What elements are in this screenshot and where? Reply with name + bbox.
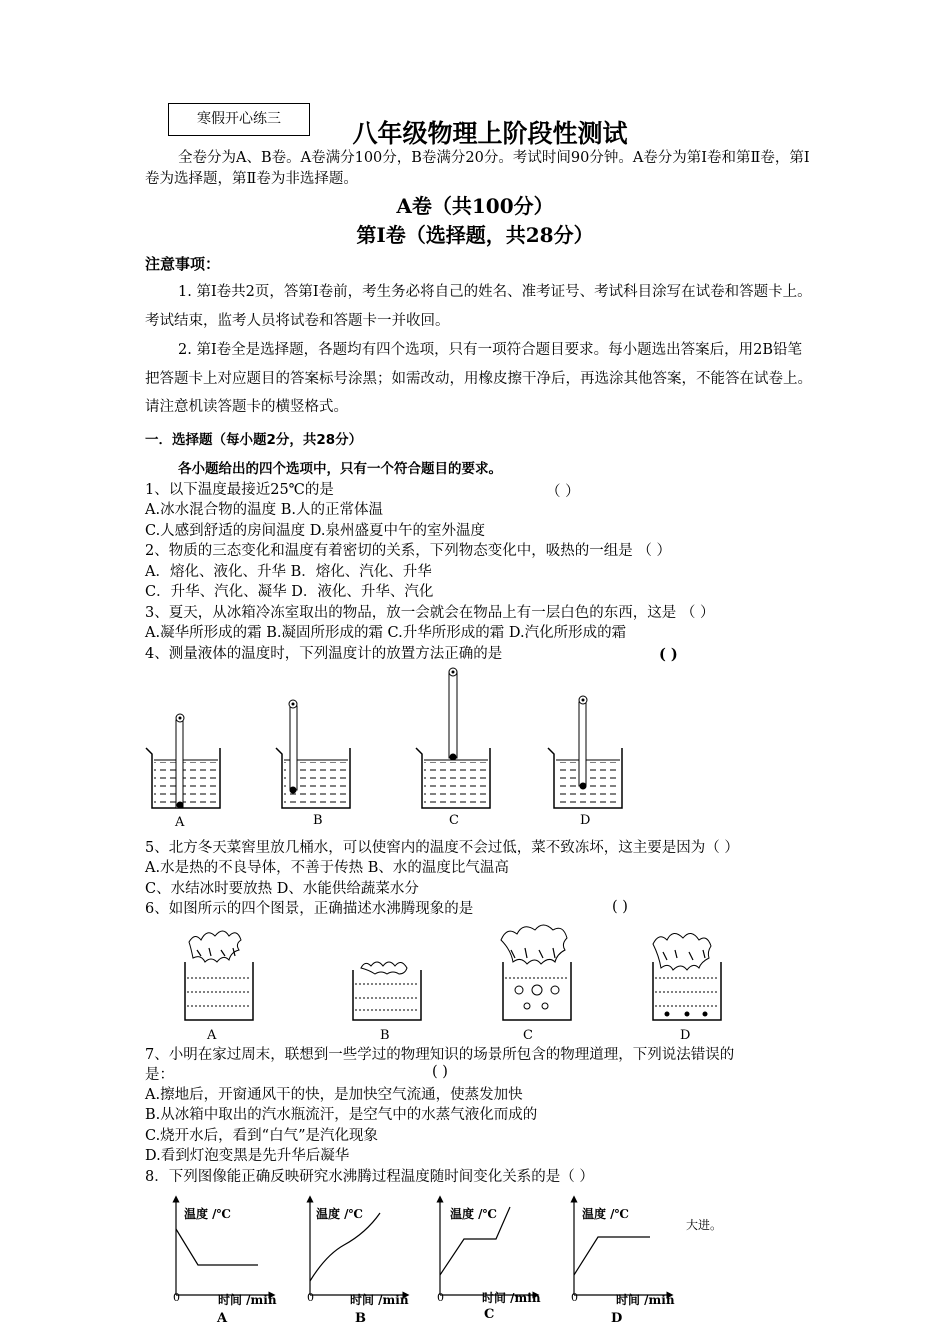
q4-label-a: A: [175, 815, 185, 830]
q7-stem: 7、小明在家过周末，联想到一些学过的物理知识的场景所包含的物理道理，下列说法错误的: [145, 1047, 735, 1063]
thermometer-figure: [140, 662, 640, 834]
q7-option-a: A.擦地后，开窗通风干的快，是加快空气流通，使蒸发加快: [145, 1087, 523, 1103]
graph-a-xlabel: 时间 /min: [218, 1293, 277, 1307]
q2-stem: 2、物质的三态变化和温度有着密切的关系，下列物态变化中，吸热的一组是 （ ）: [145, 543, 671, 559]
beaker-b: [276, 700, 350, 808]
graph-b-origin: 0: [307, 1291, 314, 1304]
q2-options-ab: A．熔化、液化、升华 B．熔化、汽化、升华: [145, 564, 432, 580]
volume-a-heading: A卷（共100分）: [396, 194, 554, 218]
graph-c-xlabel: 时间 /min: [482, 1291, 541, 1305]
q7-stem-cont: 是：: [145, 1067, 174, 1083]
q5-options-ab: A.水是热的不良导体，不善于传热 B、水的温度比气温高: [145, 860, 509, 876]
q3-options: A.凝华所形成的霜 B.凝固所形成的霜 C.升华所形成的霜 D.汽化所形成的霜: [145, 625, 627, 641]
q6-label-a: A: [207, 1028, 217, 1043]
q5-stem: 5、北方冬天菜窖里放几桶水，可以使窖内的温度不会过低，菜不致冻坏，这主要是因为（ ）: [145, 840, 739, 856]
boiling-d: [653, 933, 721, 1020]
q6-label-c: C: [523, 1028, 533, 1043]
beaker-a: [146, 714, 220, 809]
beaker-d: [548, 696, 622, 808]
stray-note: 大进。: [686, 1218, 723, 1232]
q7-option-c: C.烧开水后，看到“白气”是汽化现象: [145, 1128, 379, 1144]
section-1-title: 一．选择题（每小题2分，共28分）: [145, 432, 363, 448]
page-title: 八年级物理上阶段性测试: [352, 119, 628, 148]
notice-item-2: 2. 第Ⅰ卷全是选择题，各题均有四个选项，只有一项符合题目要求。每小题选出答案后，用2B铅笔把答题卡上对应题目的答案标号涂黑；如需改动，用橡皮擦干净后，再选涂其他答案，不能答在试卷上。请注意机读答题卡的横竖格式。: [145, 342, 812, 415]
boiling-a: [185, 931, 253, 1020]
q4-label-c: C: [449, 813, 459, 828]
graph-d-ylabel: 温度 /℃: [582, 1207, 629, 1221]
notice-title: 注意事项：: [145, 255, 221, 273]
graph-a-origin: 0: [173, 1291, 180, 1304]
q8-label-b: B: [355, 1311, 366, 1326]
graph-d-origin: 0: [571, 1291, 578, 1304]
q7-option-b: B.从冰箱中取出的汽水瓶流汗，是空气中的水蒸气液化而成的: [145, 1107, 538, 1123]
q6-answer-paren: ( ): [612, 899, 628, 915]
graph-c-origin: 0: [437, 1291, 444, 1304]
q8-label-a: A: [217, 1311, 228, 1326]
part-one-heading: 第Ⅰ卷（选择题，共28分）: [356, 223, 594, 247]
q2-options-cd: C．升华、汽化、凝华 D．液化、升华、汽化: [145, 584, 434, 600]
beaker-c: [416, 668, 490, 808]
graph-c-ylabel: 温度 /℃: [450, 1207, 497, 1221]
q7-option-d: D.看到灯泡变黑是先升华后凝华: [145, 1148, 350, 1164]
q4-answer-paren: ( ): [659, 646, 678, 663]
q4-label-d: D: [580, 813, 591, 828]
notice-item-1: 1. 第Ⅰ卷共2页，答第Ⅰ卷前，考生务必将自己的姓名、准考证号、考试科目涂写在试卷和答题卡上。考试结束，监考人员将试卷和答题卡一并收回。: [145, 284, 812, 329]
q3-stem: 3、夏天，从冰箱冷冻室取出的物品，放一会就会在物品上有一层白色的东西，这是 （ ）: [145, 605, 715, 621]
graph-b-ylabel: 温度 /℃: [316, 1207, 363, 1221]
exam-intro: 全卷分为A、B卷。A卷满分100分，B卷满分20分。考试时间90分钟。A卷分为第Ⅰ卷和第Ⅱ卷，第Ⅰ卷为选择题，第Ⅱ卷为非选择题。: [145, 150, 810, 187]
q8-label-c: C: [484, 1307, 495, 1322]
q6-label-d: D: [680, 1028, 691, 1043]
practice-tag: 寒假开心练三: [168, 103, 310, 136]
q7-answer-paren: ( ): [432, 1064, 448, 1080]
q1-answer-paren: （ ）: [546, 484, 580, 500]
q6-label-b: B: [380, 1028, 390, 1043]
q6-stem: 6、如图所示的四个图景，正确描述水沸腾现象的是: [145, 901, 474, 917]
boiling-b: [353, 962, 421, 1020]
q1-options-ab: A.冰水混合物的温度 B.人的正常体温: [145, 502, 383, 518]
section-1-desc: 各小题给出的四个选项中，只有一个符合题目的要求。: [178, 461, 502, 477]
q8-label-d: D: [611, 1311, 623, 1326]
graph-d-xlabel: 时间 /min: [616, 1293, 675, 1307]
q1-stem: 1、以下温度最接近25℃的是: [145, 482, 334, 498]
graph-a-ylabel: 温度 /℃: [184, 1207, 231, 1221]
boiling-figure: [175, 920, 735, 1030]
q4-stem: 4、测量液体的温度时，下列温度计的放置方法正确的是: [145, 646, 503, 662]
boiling-c: [501, 925, 571, 1020]
q4-label-b: B: [313, 813, 323, 828]
graph-b-xlabel: 时间 /min: [350, 1293, 409, 1307]
q1-options-cd: C.人感到舒适的房间温度 D.泉州盛夏中午的室外温度: [145, 523, 486, 539]
q5-options-cd: C、水结冰时要放热 D、水能供给蔬菜水分: [145, 881, 419, 897]
q8-stem: 8．下列图像能正确反映研究水沸腾过程温度随时间变化关系的是（ ）: [145, 1169, 594, 1185]
